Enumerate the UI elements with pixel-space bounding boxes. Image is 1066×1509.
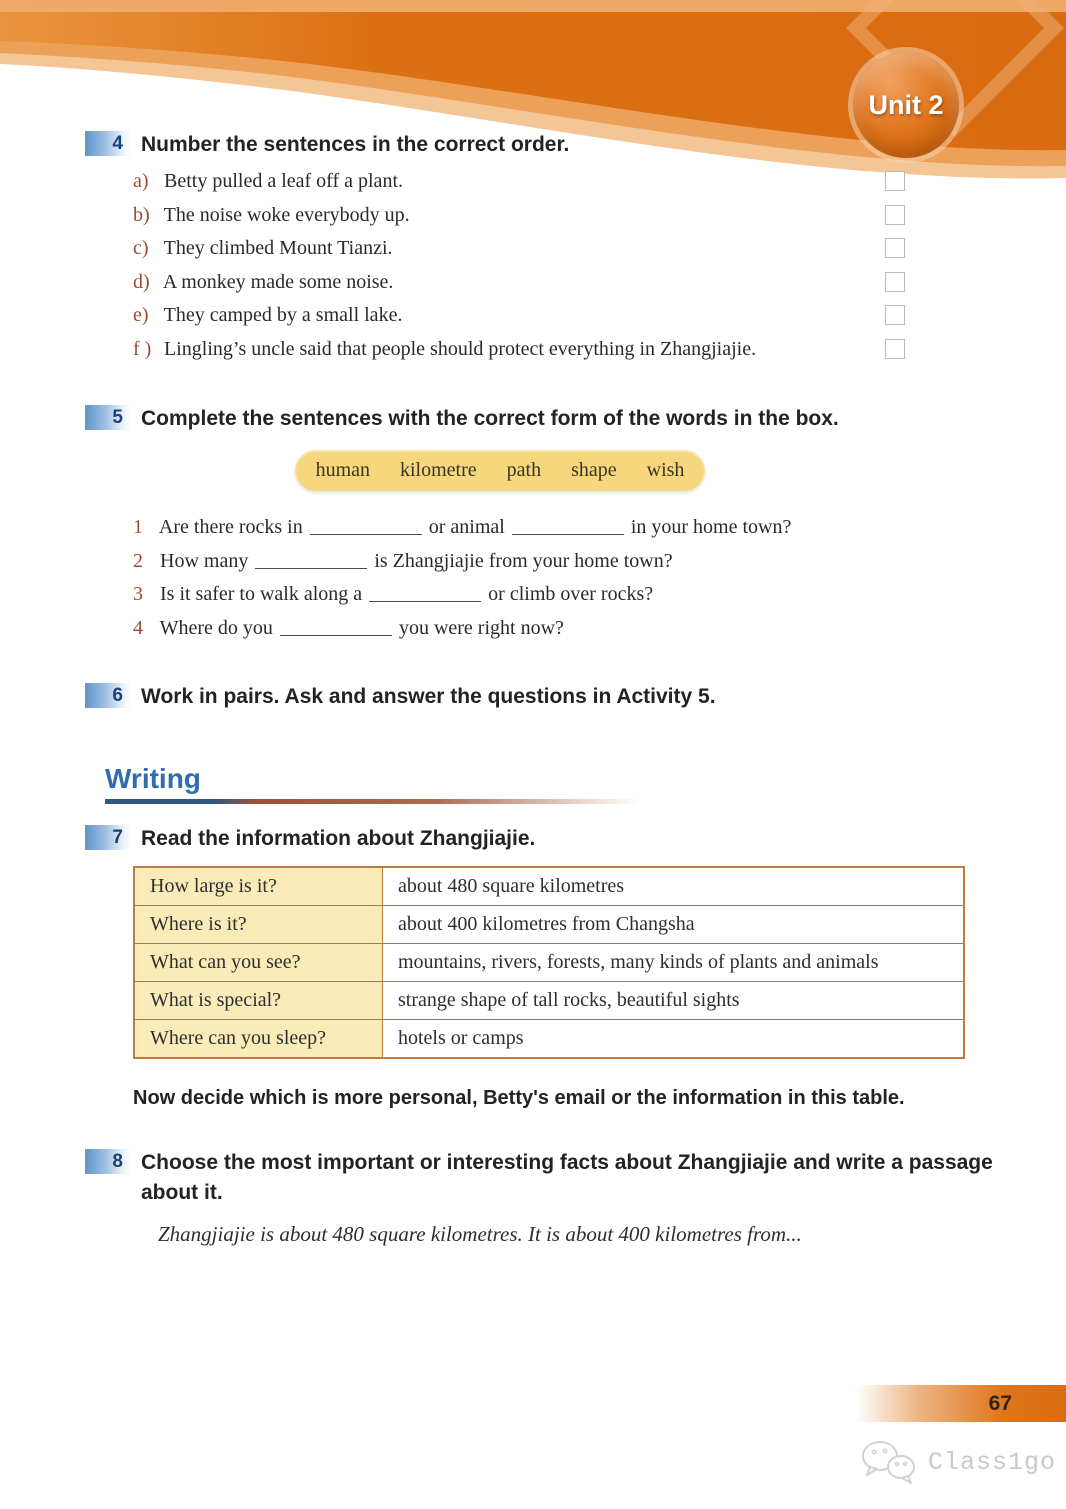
question-text: you were right now?: [398, 617, 564, 640]
activity8-example-sentence: Zhangjiajie is about 480 square kilometres. It is about 400 kilometres from...: [158, 1222, 802, 1246]
word-box: [295, 450, 705, 491]
question-text: Is it safer to walk along a: [160, 583, 363, 606]
activity4-header: [85, 130, 569, 160]
watermark: [858, 1437, 1056, 1487]
activity6-number-badge: 6: [85, 683, 131, 708]
answer-blank[interactable]: [280, 631, 392, 636]
activity7-note: Now decide which is more personal, Betty's email or the information in this table.: [133, 1087, 905, 1109]
order-checkbox[interactable]: [885, 205, 905, 225]
answer-blank[interactable]: [310, 530, 422, 535]
activity5-title: Complete the sentences with the correct form of the words in the box.: [141, 407, 839, 430]
question-number: 3: [133, 583, 143, 606]
word-box-item: kilometre: [400, 459, 477, 481]
order-checkbox[interactable]: [885, 238, 905, 258]
activity7-header: [85, 824, 535, 854]
order-checkbox[interactable]: [885, 339, 905, 359]
chat-bubbles-icon: [858, 1437, 920, 1487]
table-row: [134, 944, 964, 982]
sentence-text: They climbed Mount Tianzi.: [163, 237, 393, 260]
word-box-item: human: [315, 459, 370, 481]
table-question-cell: Where is it?: [134, 906, 383, 944]
sentence-text: Betty pulled a leaf off a plant.: [164, 170, 403, 192]
table-row: [134, 982, 964, 1020]
activity6-header: [85, 682, 716, 712]
question-text: Are there rocks in: [158, 516, 303, 538]
question-row: [133, 617, 963, 651]
word-box-item: path: [506, 459, 542, 481]
activity5-number-badge: 5: [85, 405, 131, 430]
question-text: or animal: [428, 516, 505, 538]
sentence-letter: e): [133, 304, 149, 327]
word-box-item: shape: [571, 459, 617, 481]
activity7-number-badge: 7: [85, 825, 131, 850]
sentence-row: [133, 271, 925, 305]
table-question-cell: What is special?: [134, 982, 383, 1020]
order-checkbox[interactable]: [885, 272, 905, 292]
word-box-item: wish: [646, 459, 685, 481]
question-text: is Zhangjiajie from your home town?: [374, 549, 673, 572]
activity4-number-badge: 4: [85, 131, 131, 156]
activity4-sentence-list: [133, 170, 925, 372]
order-checkbox[interactable]: [885, 305, 905, 325]
info-table: [133, 866, 965, 1059]
answer-blank[interactable]: [369, 597, 481, 602]
table-row: [134, 906, 964, 944]
question-text: Where do you: [159, 617, 273, 640]
sentence-row: [133, 304, 925, 338]
activity6-title: Work in pairs. Ask and answer the questions in Activity 5.: [141, 685, 716, 708]
question-number: 4: [133, 617, 143, 640]
question-row: [133, 516, 963, 550]
table-question-cell: What can you see?: [134, 944, 383, 982]
activity5-header: [85, 404, 839, 434]
table-question-cell: How large is it?: [134, 867, 383, 906]
writing-heading-underline: [105, 799, 640, 804]
order-checkbox[interactable]: [885, 171, 905, 191]
activity5-question-list: [133, 516, 963, 651]
question-number: 2: [133, 549, 143, 572]
page-number: 67: [988, 1392, 1012, 1415]
table-question-cell: Where can you sleep?: [134, 1020, 383, 1059]
sentence-row: [133, 338, 925, 372]
table-answer-cell: hotels or camps: [383, 1020, 965, 1059]
watermark-text: Class1go: [928, 1447, 1057, 1477]
answer-blank[interactable]: [512, 530, 624, 535]
question-text: in your home town?: [630, 516, 792, 538]
sentence-text: Lingling’s uncle said that people should protect everything in Zhangjiajie.: [164, 337, 757, 360]
table-answer-cell: strange shape of tall rocks, beautiful sights: [383, 982, 965, 1020]
sentence-letter: b): [133, 203, 150, 226]
table-row: [134, 867, 964, 906]
writing-section-heading: Writing: [105, 763, 201, 794]
table-answer-cell: about 480 square kilometres: [383, 867, 965, 906]
table-row: [134, 1020, 964, 1059]
sentence-letter: a): [133, 170, 149, 192]
activity7-title: Read the information about Zhangjiajie.: [141, 827, 536, 850]
activity4-title: Number the sentences in the correct order.: [141, 133, 570, 156]
unit-badge: [853, 52, 959, 158]
page-number-bar: [856, 1385, 1066, 1422]
sentence-row: [133, 170, 925, 204]
question-text: or climb over rocks?: [488, 583, 654, 606]
question-row: [133, 583, 963, 617]
answer-blank[interactable]: [255, 564, 367, 569]
question-text: How many: [160, 549, 249, 572]
sentence-letter: c): [133, 237, 149, 260]
question-row: [133, 550, 963, 584]
question-number: 1: [133, 516, 143, 538]
table-answer-cell: mountains, rivers, forests, many kinds of plants and animals: [383, 944, 965, 982]
activity8-title: Choose the most important or interesting facts about Zhangjiajie and write a passage about it.: [141, 1151, 993, 1204]
sentence-letter: f ): [133, 337, 152, 360]
activity8-header: [85, 1148, 1013, 1208]
sentence-text: A monkey made some noise.: [162, 270, 394, 293]
sentence-letter: d): [133, 270, 150, 293]
unit-badge-label: Unit 2: [868, 89, 944, 120]
sentence-text: The noise woke everybody up.: [163, 203, 410, 226]
table-answer-cell: about 400 kilometres from Changsha: [383, 906, 965, 944]
activity8-number-badge: 8: [85, 1149, 131, 1174]
sentence-row: [133, 204, 925, 238]
sentence-row: [133, 237, 925, 271]
sentence-text: They camped by a small lake.: [163, 304, 403, 327]
